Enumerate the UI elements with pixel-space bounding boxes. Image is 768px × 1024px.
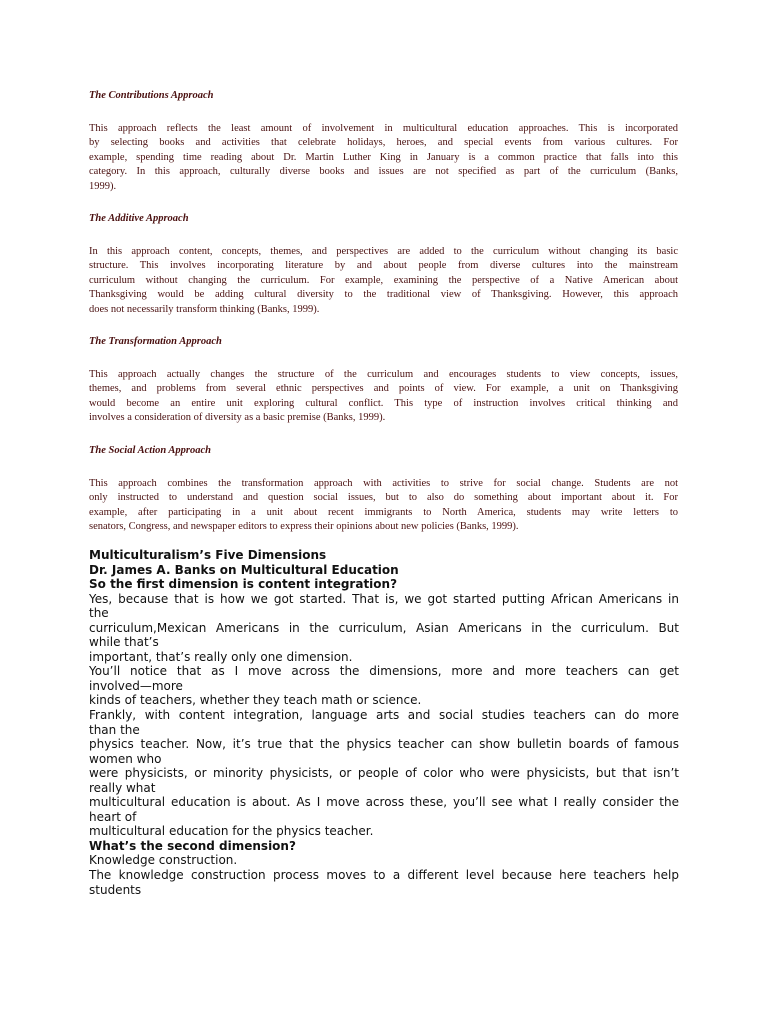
answer-line: involved—more [89,678,183,693]
section-heading: The Additive Approach [89,213,189,225]
answer-line: kinds of teachers, whether they teach math or science. [89,693,422,708]
answer-line: The knowledge construction process moves to a different level because here teachers help [89,868,679,883]
question-2: What’s the second dimension? [89,838,296,853]
section-heading: The Transformation Approach [89,336,222,348]
social-action-approach-block [89,444,678,535]
approaches-section [89,89,678,534]
answer-line: while that’s [89,635,159,650]
answer-line: important, that’s really only one dimension. [89,649,353,664]
paragraph-line: senators, Congress, and newspaper editors to express their opinions about new policies (Banks, 1999). [89,520,519,532]
paragraph-line: example, spending time reading about Dr. Martin Luther King in January is a common practice that falls into this [89,151,678,163]
answer-line: really what [89,780,156,795]
interview-title: Multiculturalism’s Five Dimensions [89,548,327,562]
paragraph-line: This approach combines the transformation approach with activities to strive for social change. Students are not [89,477,678,489]
answer-line: Knowledge construction. [89,853,238,868]
paragraph-line: 1999). [89,180,117,192]
paragraph-line: would become an entire unit exploring cultural conflict. This type of instruction involves critical thinking and [89,397,678,409]
paragraph-line: This approach actually changes the structure of the curriculum and encourages students to view concepts, issues, [89,369,678,381]
answer-line: physics teacher. Now, it’s true that the physics teacher can show bulletin boards of famous [89,737,679,752]
interview-subtitle: Dr. James A. Banks on Multicultural Education [89,562,399,577]
paragraph-line: does not necessarily transform thinking (Banks, 1999). [89,303,320,315]
paragraph-line: themes, and problems from several ethnic perspectives and points of view. For example, a unit on Thanksgiving [89,383,678,395]
answer-line: women who [89,751,162,766]
transformation-approach-block [89,335,678,426]
paragraph-line: Thanksgiving would be adding cultural diversity to the traditional view of Thanksgiving. However, this approach [89,289,678,301]
paragraph-line: In this approach content, concepts, themes, and perspectives are added to the curriculum without changing its basic [89,246,678,258]
answer-line: heart of [89,809,137,824]
paragraph-line: example, after participating in a unit about recent immigrants to North America, students may write letters to [89,506,678,518]
answer-line: multicultural education is about. As I move across these, you’ll see what I really consider the [89,795,679,810]
answer-line: multicultural education for the physics teacher. [89,824,374,839]
answer-line: the [89,606,109,621]
additive-approach-block [89,212,678,317]
section-paragraph [89,122,678,194]
section-paragraph [89,245,678,317]
paragraph-line: only instructed to understand and question social issues, but to also do something about important about it. For [89,492,678,504]
paragraph-line: This approach reflects the least amount of involvement in multicultural education approaches. This is incorporated [89,123,678,134]
question-1: So the first dimension is content integration? [89,577,398,592]
paragraph-line: involves a consideration of diversity as a basic premise (Banks, 1999). [89,412,386,424]
section-heading: The Social Action Approach [89,444,212,456]
interview-section [89,548,679,897]
paragraph-line: curriculum without changing the curriculum. For example, examining the perspective of a Native American about [89,274,678,286]
paragraph-line: structure. This involves incorporating literature by and about people from diverse cultures into the mainstream [89,260,678,272]
section-paragraph [89,477,678,535]
section-heading: The Contributions Approach [89,90,214,101]
answer-line: than the [89,722,140,737]
answer-line: Yes, because that is how we got started. That is, we got started putting African Americans in [89,591,679,606]
answer-line: were physicists, or minority physicists, or people of color who were physicists, but that isn’t [89,766,679,781]
contributions-approach-block [89,89,678,194]
answer-line: You’ll notice that as I move across the dimensions, more and more teachers can get [89,664,679,679]
paragraph-line: by selecting books and activities that celebrate holidays, heroes, and special events from various cultures. For [89,137,678,149]
answer-line: students [89,882,142,897]
paragraph-line: category. In this approach, culturally diverse books and issues are not specified as part of the curriculum (Banks, [89,166,678,178]
answer-line: curriculum,Mexican Americans in the curriculum, Asian Americans in the curriculum. But [89,620,679,635]
answer-line: Frankly, with content integration, language arts and social studies teachers can do more [89,708,679,723]
section-paragraph [89,368,678,426]
